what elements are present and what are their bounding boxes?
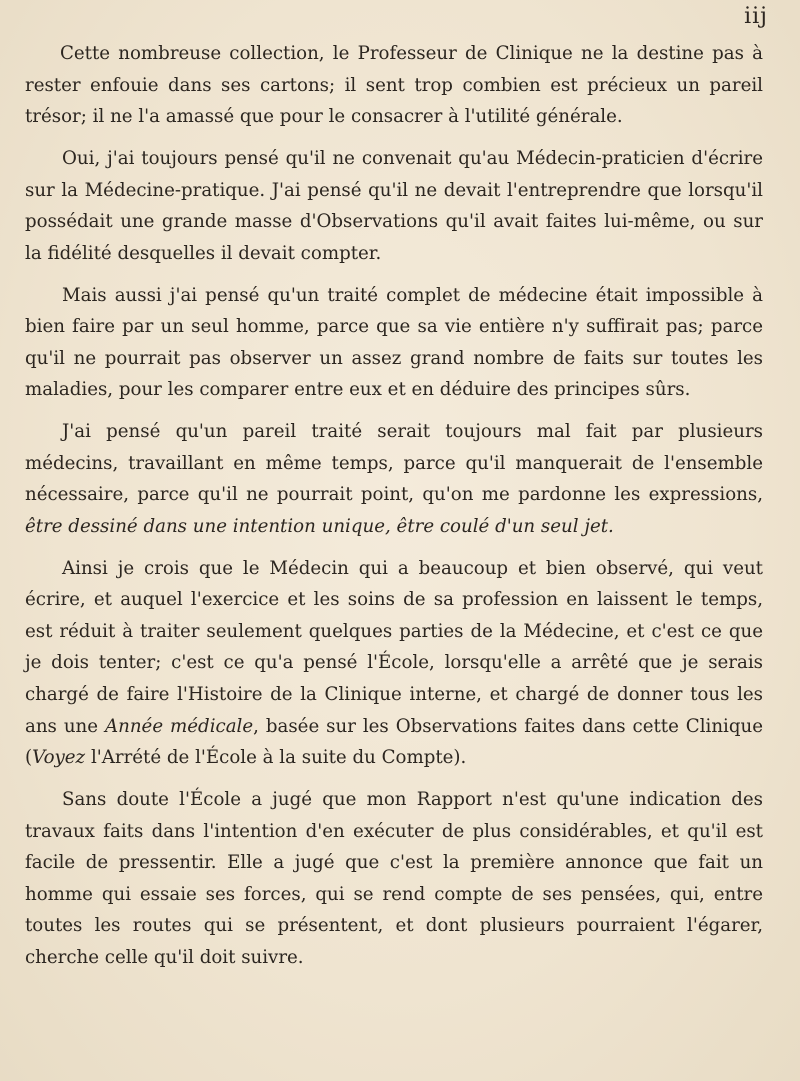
paragraph-5-middle: , basée sur les Observations faites dans cette Clinique ( xyxy=(25,715,763,769)
paragraph-6: Sans doute l'École a jugé que mon Rapport n'est qu'une indication des travaux faits dans l'intention d'en exécuter de plus considérables, et qu'il est facile de pressentir. Elle a jugé que c'est la première annonce que fait un homme qui essaie ses forces, qui se rend compte de ses pensées, qui, entre toutes les routes qui se présentent, et dont plusieurs pourraient l'égarer, cherche celle qu'il doit suivre. xyxy=(25,789,763,968)
paragraph-3: Mais aussi j'ai pensé qu'un traité complet de médecine était impossible à bien faire par un seul homme, parce que sa vie entière n'y suffirait pas; parce qu'il ne pourrait pas observer un assez grand nombre de faits sur toutes les maladies, pour les comparer entre eux et en déduire des principes sûrs. xyxy=(25,284,763,401)
paragraph-4 xyxy=(25,416,763,542)
voyez-reference: Voyez xyxy=(32,747,86,769)
paragraph-5 xyxy=(25,553,763,774)
page-number: iij xyxy=(744,4,768,29)
annee-medicale-title: Année médicale xyxy=(105,715,254,737)
paragraph-4-text: J'ai pensé qu'un pareil traité serait toujours mal fait par plusieurs médecins, travaillant en même temps, parce qu'il manquerait de l'ensemble nécessaire, parce qu'il ne pourrait point, qu'on me pardonne les expressions, xyxy=(25,421,763,506)
paragraph-5-text: Ainsi je crois que le Médecin qui a beaucoup et bien observé, qui veut écrire, et auquel l'exercice et les soins de sa profession en laissent le temps, est réduit à traiter seulement quelques parties de la Médecine, et c'est ce que je dois tenter; c'est ce qu'a pensé l'École, lorsqu'elle a arrêté que je serais chargé de faire l'Histoire de la Clinique interne, et chargé de donner tous les ans une xyxy=(25,557,763,737)
paragraph-2: Oui, j'ai toujours pensé qu'il ne convenait qu'au Médecin-praticien d'écrire sur la Médecine-pratique. J'ai pensé qu'il ne devait l'entreprendre que lorsqu'il possédait une grande masse d'Observations qu'il avait faites lui-même, ou sur la fidélité desquelles il devait compter. xyxy=(25,147,763,264)
body-text xyxy=(25,38,763,974)
paragraph-5-end: l'Arrété de l'École à la suite du Compte). xyxy=(85,747,467,769)
paragraph-1: Cette nombreuse collection, le Professeur de Clinique ne la destine pas à rester enfouie dans ses cartons; il sent trop combien est précieux un pareil trésor; il ne l'a amassé que pour le consacrer à l'utilité générale. xyxy=(25,43,763,128)
paragraph-4-italic: être dessiné dans une intention unique, être coulé d'un seul jet. xyxy=(25,515,614,537)
